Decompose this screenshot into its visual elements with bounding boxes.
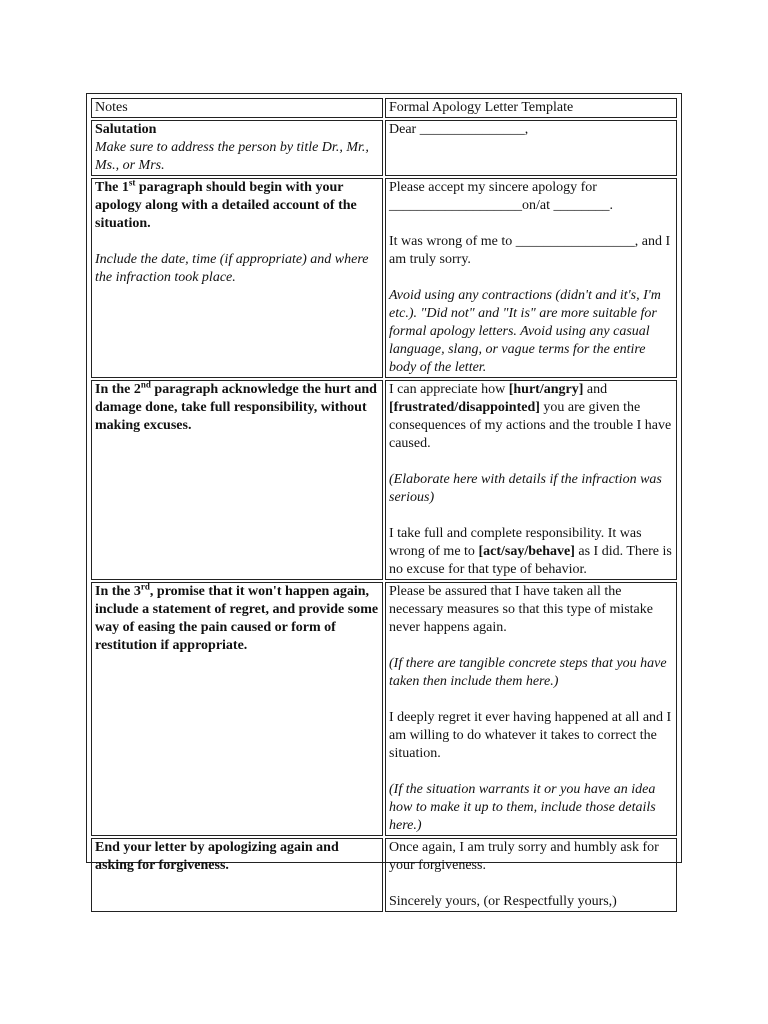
salutation-notes [91, 120, 383, 176]
paragraph1-tip: Avoid using any contractions (didn't and it's, I'm etc.). "Did not" and "It is" are more suitable for formal apology letters. Avoid using any casual language, slang, or vague terms for the entire body of the letter. [389, 288, 661, 375]
paragraph1-template [385, 178, 677, 378]
paragraph2-notes [91, 380, 383, 580]
paragraph3-text-2: I deeply regret it ever having happened at all and I am willing to do whatever it takes to correct the situation. [389, 710, 672, 761]
salutation-title: Salutation [95, 122, 157, 137]
closing-text-1: Once again, I am truly sorry and humbly ask for your forgiveness. [389, 840, 659, 873]
paragraph2-instruction: In the 2nd paragraph acknowledge the hurt and damage done, take full responsibility, without making excuses. [95, 379, 377, 433]
paragraph1-instruction: The 1st paragraph should begin with your apology along with a detailed account of the situation. [95, 177, 357, 231]
closing-template [385, 838, 677, 912]
paragraph1-text-1: Please accept my sincere apology for ___________________on/at ________. [389, 180, 613, 213]
template-grid [89, 96, 679, 914]
salutation-row [91, 120, 677, 176]
paragraph2-text-1: I can appreciate how [hurt/angry] and [frustrated/disappointed] you are given the consequences of my actions and the trouble I have caused. [389, 382, 672, 451]
paragraph2-tip: (Elaborate here with details if the infraction was serious) [389, 472, 662, 505]
salutation-template: Dear _______________, [385, 120, 677, 176]
paragraph3-tip-2: (If the situation warrants it or you have an idea how to make it up to them, include those details here.) [389, 782, 656, 833]
paragraph2-row [91, 380, 677, 580]
paragraph3-template [385, 582, 677, 836]
closing-row [91, 838, 677, 912]
paragraph3-row [91, 582, 677, 836]
paragraph1-note: Include the date, time (if appropriate) and where the infraction took place. [95, 252, 369, 285]
apology-template-table [86, 93, 682, 909]
paragraph3-tip-1: (If there are tangible concrete steps that you have taken then include them here.) [389, 656, 667, 689]
notes-header: Notes [91, 98, 383, 118]
paragraph3-notes [91, 582, 383, 836]
paragraph1-row [91, 178, 677, 378]
paragraph3-text-1: Please be assured that I have taken all the necessary measures so that this type of mistake never happens again. [389, 584, 653, 635]
paragraph1-notes [91, 178, 383, 378]
header-row [91, 98, 677, 118]
paragraph2-text-2: I take full and complete responsibility. It was wrong of me to [act/say/behave] as I did. There is no excuse for that type of behavior. [389, 526, 672, 577]
closing-signoff: Sincerely yours, (or Respectfully yours,) [389, 894, 617, 909]
paragraph2-template [385, 380, 677, 580]
template-header: Formal Apology Letter Template [385, 98, 677, 118]
salutation-note: Make sure to address the person by title Dr., Mr., Ms., or Mrs. [95, 140, 369, 173]
paragraph3-instruction: In the 3rd, promise that it won't happen again, include a statement of regret, and provide some way of easing the pain caused or form of restitution if appropriate. [95, 581, 379, 653]
paragraph1-text-2: It was wrong of me to _________________, and I am truly sorry. [389, 234, 671, 267]
closing-instruction: End your letter by apologizing again and asking for forgiveness. [95, 840, 339, 873]
closing-notes [91, 838, 383, 912]
